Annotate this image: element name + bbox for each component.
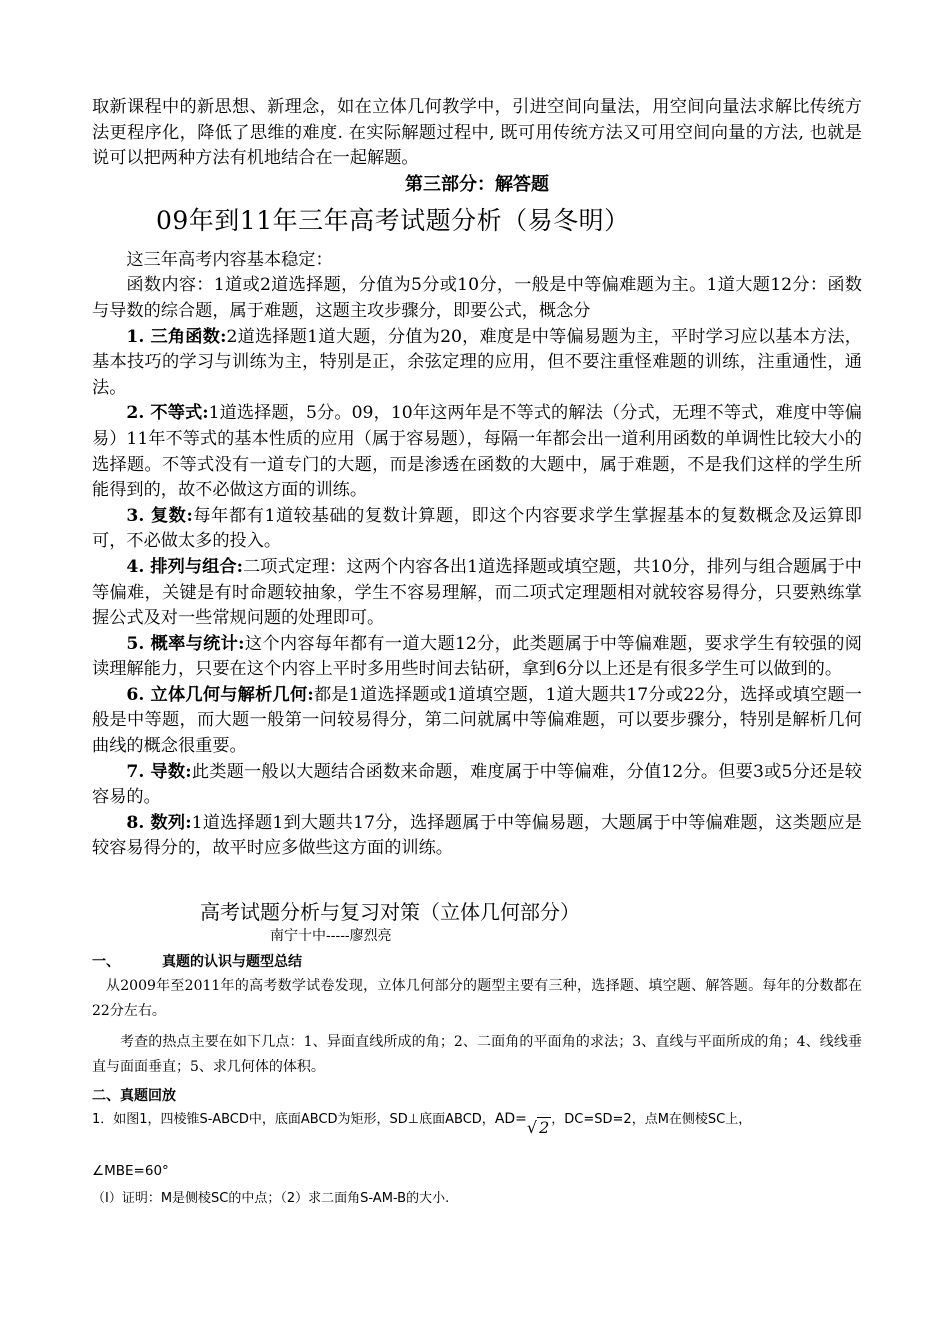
topic-item — [92, 401, 862, 503]
topic-text: 1道选择题1到大题共17分，选择题属于中等偏易题，大题属于中等偏难题，这类题应是较容易得分的，故平时应多做些这方面的训练。 — [92, 812, 862, 859]
topic-text: 都是1道选择题或1道填空题，1道大题共17分或22分，选择或填空题一般是中等题，而大题一般第一问较易得分，第二问就属中等偏难题，可以要步骤分，特别是解析几何曲线的概念很重要。 — [92, 684, 862, 757]
topic-text: 1道选择题，5分。09，10年这两年是不等式的解法（分式，无理不等式，难度中等偏易）11年不等式的基本性质的应用（属于容易题），每隔一年都会出一道利用函数的单调性比较大小的选择题。不等式没有一道专门的大题，而是渗透在函数的大题中，属于难题，不是我们这样的学生所能得到的，故不必做这方面的训练。 — [92, 403, 862, 501]
question-1-angle: ∠MBE=60° — [92, 1163, 169, 1180]
question-1-text-a: 1．如图1，四棱锥S-ABCD中，底面ABCD为矩形，SD⊥底面ABCD， — [92, 1112, 495, 1128]
section-number: 一、 — [92, 954, 120, 971]
question-1-parts: （I）证明：M是侧棱SC的中点；（2）求二面角S-AM-B的大小. — [92, 1191, 450, 1207]
topic-label: 3. 复数: — [126, 505, 193, 526]
topic-item — [92, 325, 862, 402]
article1-lead: 这三年高考内容基本稳定： — [126, 249, 333, 270]
document-page — [92, 95, 862, 1210]
topic-item — [92, 632, 862, 683]
topic-label: 7. 导数: — [126, 761, 192, 782]
section-title: 真题的认识与题型总结 — [162, 954, 302, 971]
topic-label: 4. 排列与组合: — [126, 556, 243, 577]
topic-label: 1. 三角函数: — [126, 326, 227, 347]
article2-para1: 从2009年至2011年的高考数学试卷发现，立体几何部分的题型主要有三种，选择题、填空题、解答题。每年的分数都在22分左右。 — [92, 978, 862, 1020]
question-1-ad: AD= — [494, 1111, 527, 1128]
topic-text: 此类题一般以大题结合函数来命题，难度属于中等偏难，分值12分。但要3或5分还是较容易的。 — [92, 761, 862, 808]
section-heading-2: 二、真题回放 — [92, 1088, 176, 1105]
article2-author: 南宁十中-----廖烈亮 — [270, 928, 392, 945]
sqrt-radicand: 2 — [539, 1118, 550, 1138]
intro-paragraph: 取新课程中的新思想、新理念，如在立体几何教学中，引进空间向量法，用空间向量法求解比传统方法更程序化，降低了思维的难度. 在实际解题过程中, 既可用传统方法又可用空间向量的方法, 也就是说可以把两种方法有机地结合在一起解题。 — [92, 97, 862, 169]
article2-title: 高考试题分析与复习对策（立体几何部分） — [200, 900, 580, 925]
topic-item — [92, 760, 862, 811]
topic-text: 这个内容每年都有一道大题12分，此类题属于中等偏难题，要求学生有较强的阅读理解能力，只要在这个内容上平时多用些时间去钻研，拿到6分以上还是有很多学生可以做到的。 — [92, 633, 862, 680]
topic-label: 8. 数列: — [126, 812, 192, 833]
question-1 — [92, 1108, 862, 1152]
question-1-text-b: ，DC=SD=2，点M在侧棱SC上， — [551, 1112, 752, 1128]
topic-label: 5. 概率与统计: — [126, 633, 245, 654]
article1-functions: 函数内容：1道或2道选择题，分值为5分或10分，一般是中等偏难题为主。1道大题12分：函数与导数的综合题，属于难题，这题主攻步骤分，即要公式，概念分 — [92, 275, 862, 321]
topic-item — [92, 683, 862, 760]
article1-title: 09年到11年三年高考试题分析（易冬明） — [156, 205, 630, 235]
topic-item — [92, 811, 862, 862]
topic-text: 每年都有1道较基础的复数计算题，即这个内容要求学生掌握基本的复数概念及运算即可，不必做太多的投入。 — [92, 505, 862, 552]
topic-label: 2. 不等式: — [126, 403, 209, 424]
topic-item — [92, 555, 862, 632]
part-heading: 第三部分：解答题 — [405, 173, 549, 195]
topic-text: 二项式定理：这两个内容各出1道选择题或填空题，共10分，排列与组合题属于中等偏难，关键是有时命题较抽象，学生不容易理解，而二项式定理题相对就较容易得分，只要熟练掌握公式及对一些常规问题的处理即可。 — [92, 556, 862, 629]
topic-label: 6. 立体几何与解析几何: — [126, 684, 314, 705]
topic-item — [92, 504, 862, 555]
article2-para2: 考查的热点主要在如下几点：1、异面直线所成的角；2、二面角的平面角的求法；3、直线与平面所成的角；4、线线垂直与面面垂直；5、求几何体的体积。 — [92, 1034, 862, 1076]
topic-text: 2道选择题1道大题，分值为20，难度是中等偏易题为主，平时学习应以基本方法，基本技巧的学习与训练为主，特别是正，余弦定理的应用，但不要注重怪难题的训练，注重通性，通法。 — [92, 326, 862, 398]
sqrt-expression — [527, 1118, 551, 1137]
section-heading-1 — [92, 950, 862, 974]
sqrt-sign-icon: √ — [526, 1118, 538, 1138]
